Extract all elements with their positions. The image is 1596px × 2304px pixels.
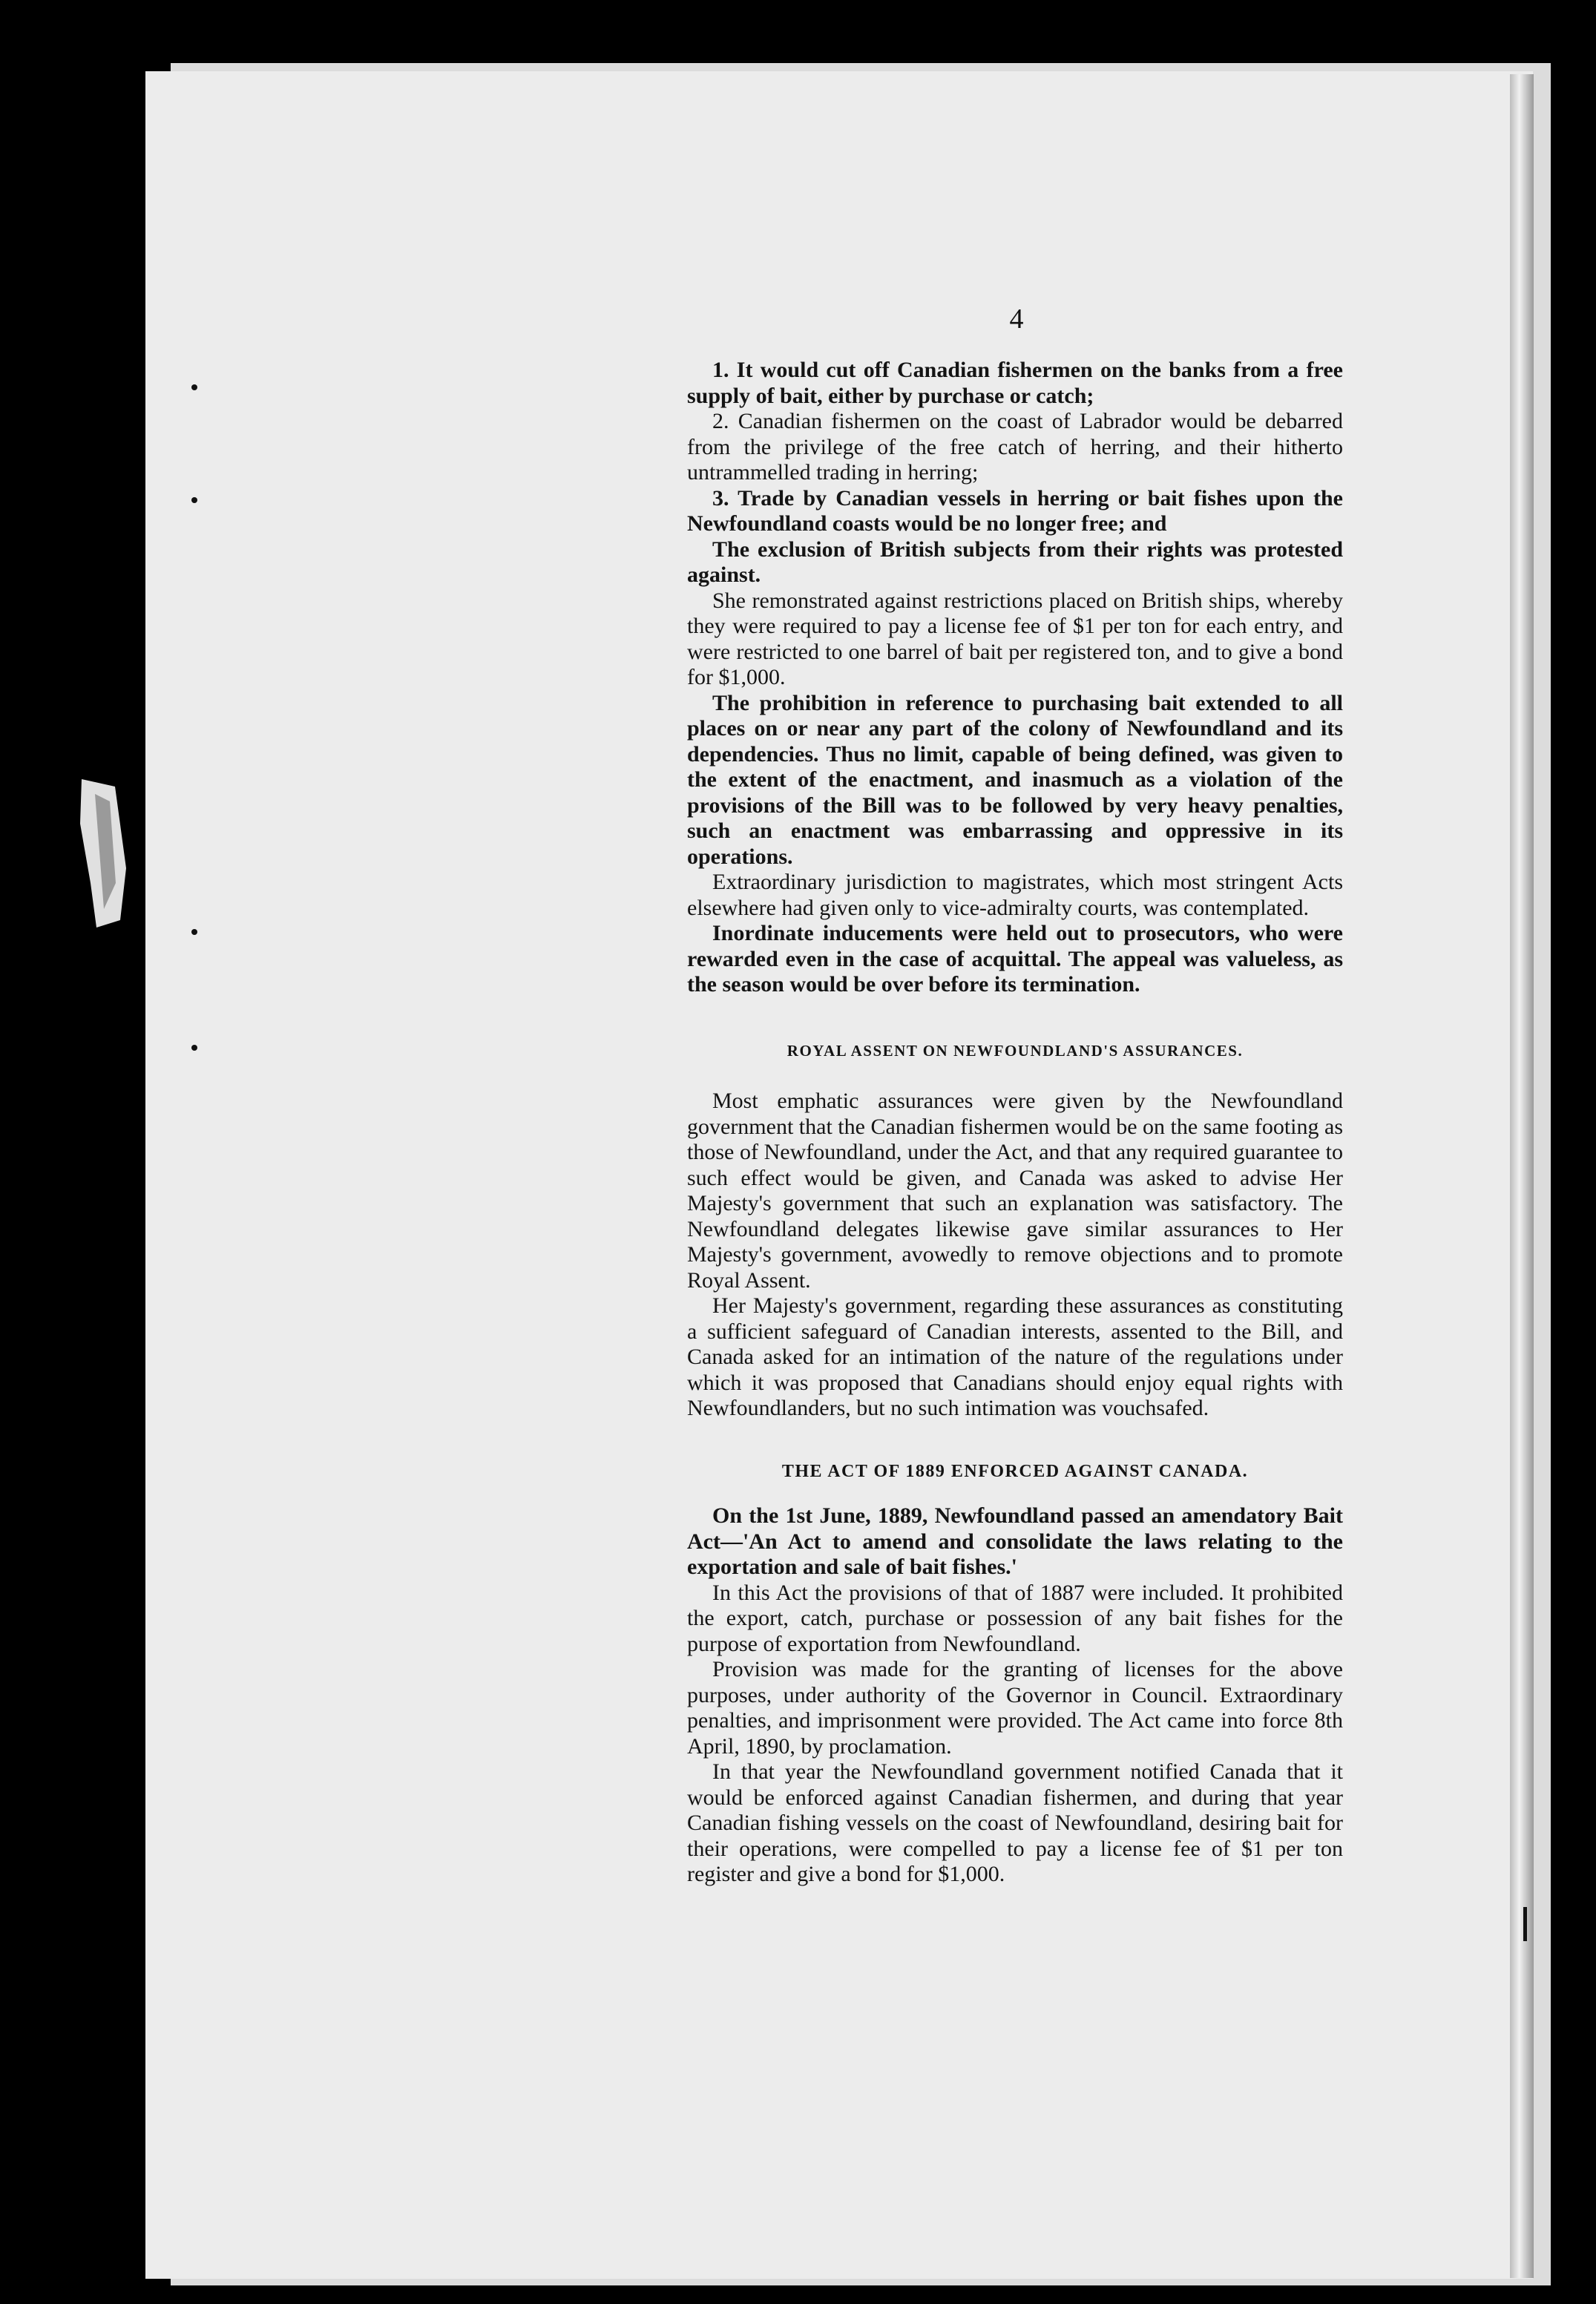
paragraph: On the 1st June, 1889, Newfoundland passed an amendatory Bait Act—'An Act to amend and consolidate the laws relating to the exportation and sale of bait fishes.'	[687, 1503, 1343, 1579]
binding-hole-mark	[191, 1045, 197, 1051]
paragraph: The exclusion of British subjects from their rights was protested against.	[687, 536, 1343, 587]
torn-paper-tab	[74, 779, 134, 928]
paragraph: Most emphatic assurances were given by the Newfoundland government that the Canadian fishermen would be on the same footing as those of Newfoundland, under the Act, and that any required guarantee to such effect would be given, and Canada was asked to advise Her Majesty's government that such an explanation was satisfactory. The Newfoundland delegates likewise gave similar assurances to Her Majesty's government, avowedly to remove objections and to promote Royal Assent.	[687, 1089, 1343, 1293]
section-heading: THE ACT OF 1889 ENFORCED AGAINST CANADA.	[781, 1461, 1249, 1481]
edge-mark	[1523, 1907, 1527, 1941]
paragraph: Provision was made for the granting of licenses for the above purposes, under authority of the Governor in Council. Extraordinary penalties, and imprisonment were provided. The Act came into force 8th April, 1890, by proclamation.	[687, 1657, 1343, 1759]
paragraph: In this Act the provisions of that of 1887 were included. It prohibited the export, catch, purchase or possession of any bait fishes for the purpose of exportation from Newfoundland.	[687, 1580, 1343, 1656]
section-heading: ROYAL ASSENT ON NEWFOUNDLAND'S ASSURANCES.	[786, 1041, 1244, 1060]
paragraph: In that year the Newfoundland government notified Canada that it would be enforced against Canadian fishermen, and during that year Canadian fishing vessels on the coast of Newfoundland, desiring bait for their operations, were compelled to pay a license fee of $1 per ton register and give a bond for $1,000.	[687, 1759, 1343, 1886]
binding-hole-mark	[191, 929, 197, 935]
paragraph: Her Majesty's government, regarding these assurances as constituting a sufficient safeguard of Canadian interests, assented to the Bill, and Canada asked for an intimation of the nature of the regulations under which it was proposed that Canadians should enjoy equal rights with Newfoundlanders, but no such intimation was vouchsafed.	[687, 1293, 1343, 1420]
paragraph: 2. Canadian fishermen on the coast of Labrador would be debarred from the privilege of the free catch of herring, and their hitherto untrammelled trading in herring;	[687, 409, 1343, 485]
text-column	[687, 358, 1343, 1888]
paragraph: 3. Trade by Canadian vessels in herring or bait fishes upon the Newfoundland coasts would be no longer free; and	[687, 485, 1343, 536]
page-edge-stack	[1510, 74, 1534, 2278]
page-number: 4	[1009, 303, 1024, 335]
binding-hole-mark	[191, 384, 197, 390]
paragraph: Extraordinary jurisdiction to magistrates, which most stringent Acts elsewhere had given only to vice-admiralty courts, was contemplated.	[687, 870, 1343, 920]
paragraph: 1. It would cut off Canadian fishermen on the banks from a free supply of bait, either by purchase or catch;	[687, 358, 1343, 408]
paragraph: Inordinate inducements were held out to prosecutors, who were rewarded even in the case of acquittal. The appeal was valueless, as the season would be over before its termination.	[687, 921, 1343, 997]
paragraph: She remonstrated against restrictions placed on British ships, whereby they were required to pay a license fee of $1 per ton for each entry, and were restricted to one barrel of bait per registered ton, and to give a bond for $1,000.	[687, 588, 1343, 689]
binding-hole-mark	[191, 497, 197, 503]
paragraph: The prohibition in reference to purchasing bait extended to all places on or near any part of the colony of Newfoundland and its dependencies. Thus no limit, capable of being defined, was given to the extent of the enactment, and inasmuch as a violation of the provisions of the Bill was to be followed by very heavy penalties, such an enactment was embarrassing and oppressive in its operations.	[687, 690, 1343, 869]
